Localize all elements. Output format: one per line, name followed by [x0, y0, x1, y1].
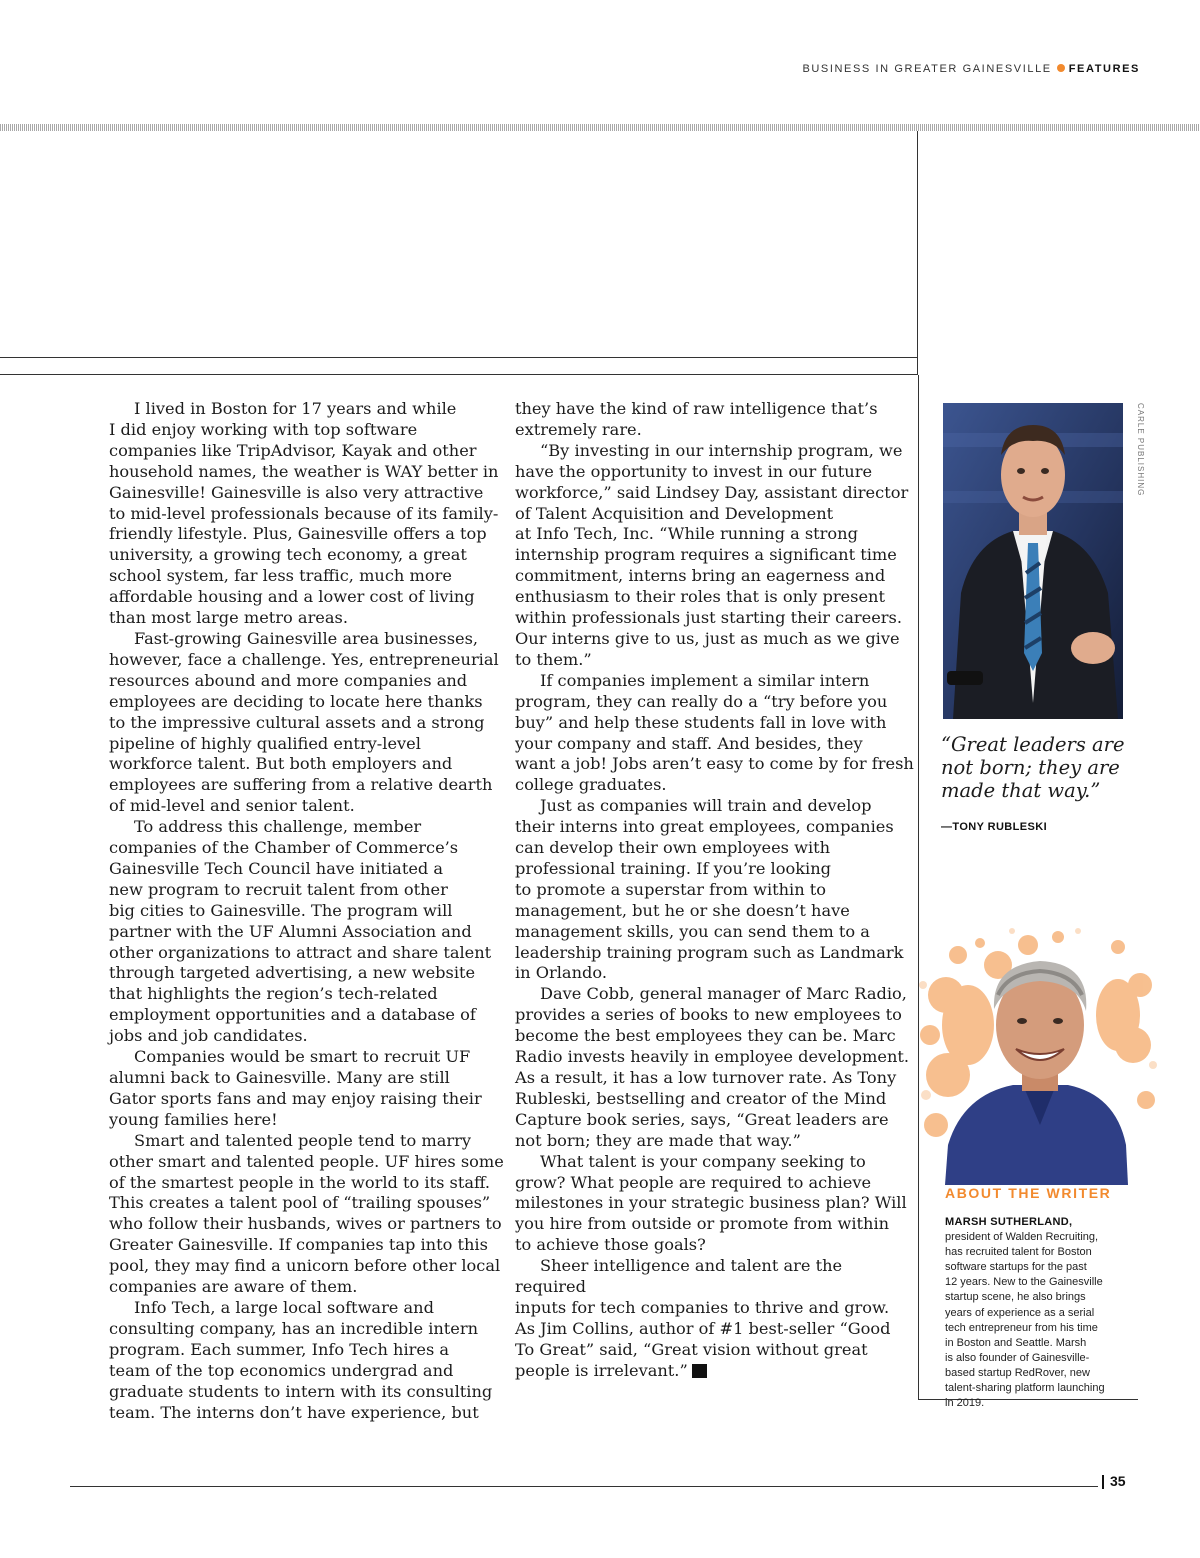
text-line: not born; they are made that way.”	[515, 1130, 801, 1150]
text-line: enthusiasm to their roles that is only present	[515, 587, 885, 607]
bio-line: based startup RedRover, new	[945, 1366, 1090, 1379]
text-line: management skills, you can send them to a	[515, 921, 870, 941]
divider-horizontal	[0, 357, 918, 358]
text-line: Sheer intelligence and talent are the required	[515, 1256, 843, 1297]
pull-quote	[941, 733, 1141, 802]
text-line: Capture book series, says, “Great leaders are	[515, 1109, 889, 1129]
text-line: other smart and talented people. UF hires some	[109, 1151, 504, 1171]
text-line: leadership training program such as Landmark	[515, 942, 904, 962]
text-line: to achieve those goals?	[515, 1235, 706, 1255]
divider-vertical-top	[917, 131, 918, 375]
text-line: household names, the weather is WAY better in	[109, 461, 499, 481]
text-line: Gator sports fans and may enjoy raising their	[109, 1088, 482, 1108]
text-line: team. The interns don’t have experience, but	[109, 1402, 479, 1422]
text-line: Greater Gainesville. If companies tap into this	[109, 1235, 488, 1255]
text-line: at Info Tech, Inc. “While running a strong	[515, 524, 858, 544]
text-line: Radio invests heavily in employee development.	[515, 1047, 910, 1067]
publication-name: BUSINESS IN GREATER GAINESVILLE	[802, 63, 1052, 75]
text-line: than most large metro areas.	[109, 608, 348, 628]
text-line: new program to recruit talent from other	[109, 879, 448, 899]
pull-quote-line: “Great leaders are	[941, 733, 1125, 756]
orange-dot-icon	[1057, 64, 1065, 72]
bio-line: president of Walden Recruiting,	[945, 1231, 1099, 1244]
text-line: workforce talent. But both employers and	[109, 754, 453, 774]
sidebar-divider	[918, 375, 919, 1400]
text-line: their interns into great employees, companies	[515, 817, 894, 837]
text-line: other organizations to attract and share talent	[109, 942, 492, 962]
text-line: This creates a talent pool of “trailing spouses”	[109, 1193, 491, 1213]
text-line: Smart and talented people tend to marry	[134, 1130, 471, 1150]
text-line: employees are suffering from a relative dearth	[109, 775, 493, 795]
text-line: to the impressive cultural assets and a strong	[109, 712, 485, 732]
bio-line: is also founder of Gainesville-	[945, 1351, 1090, 1364]
text-line: Gainesville Tech Council have initiated a	[109, 858, 444, 878]
text-line: have the opportunity to invest in our future	[515, 461, 873, 481]
text-line: people is irrelevant.”	[515, 1360, 688, 1380]
text-line: Fast-growing Gainesville area businesses,	[134, 628, 479, 648]
text-line: however, face a challenge. Yes, entrepreneurial	[109, 649, 499, 669]
divider-horizontal	[0, 374, 918, 375]
text-line: your company and staff. And besides, they	[515, 733, 863, 753]
bio-line: has recruited talent for Boston	[945, 1246, 1092, 1259]
text-line: workforce,” said Lindsey Day, assistant director	[515, 482, 909, 502]
text-line: of mid-level and senior talent.	[109, 796, 355, 816]
end-mark-icon: B	[692, 1364, 707, 1378]
text-line: want a job! Jobs aren’t easy to come by for fresh	[515, 754, 914, 774]
article-paragraph	[109, 629, 509, 817]
text-line: they have the kind of raw intelligence that’s	[515, 399, 878, 418]
text-line: pool, they may find a unicorn before other local	[109, 1256, 501, 1276]
text-line: resources abound and more companies and	[109, 670, 468, 690]
text-line: Rubleski, bestselling and creator of the Mind	[515, 1088, 887, 1108]
article-paragraph	[515, 984, 915, 1151]
text-line: To address this challenge, member	[134, 817, 422, 837]
article-paragraph	[515, 441, 915, 671]
writer-portrait	[918, 925, 1158, 1185]
text-line: young families here!	[109, 1109, 278, 1129]
text-line: milestones in your strategic business plan? Will	[515, 1193, 907, 1213]
text-line: friendly lifestyle. Plus, Gainesville offers a top	[109, 524, 487, 544]
page-number: 35	[1110, 1473, 1126, 1489]
text-line: Just as companies will train and develop	[540, 796, 872, 816]
text-line: affordable housing and a lower cost of living	[109, 587, 475, 607]
text-line: college graduates.	[515, 775, 667, 795]
text-line: of the smartest people in the world to its staff.	[109, 1172, 491, 1192]
text-line: buy” and help these students fall in love with	[515, 712, 887, 732]
text-line: program. Each summer, Info Tech hires a	[109, 1339, 450, 1359]
text-line: “By investing in our internship program, we	[540, 440, 903, 460]
text-line: If companies implement a similar intern	[540, 670, 870, 690]
bio-line: tech entrepreneur from his time	[945, 1321, 1098, 1334]
text-line: provides a series of books to new employees to	[515, 1005, 902, 1025]
text-line: to promote a superstar from within to	[515, 879, 827, 899]
folio-bar	[1102, 1475, 1104, 1489]
article-paragraph	[109, 1298, 509, 1423]
text-line: extremely rare.	[515, 419, 642, 439]
text-line: Our interns give to us, just as much as we give	[515, 628, 900, 648]
text-line: to them.”	[515, 649, 592, 669]
text-line: grow? What people are required to achieve	[515, 1172, 872, 1192]
text-line: through targeted advertising, a new website	[109, 963, 476, 983]
article-paragraph	[109, 1131, 509, 1298]
text-line: who follow their husbands, wives or partners to	[109, 1214, 502, 1234]
bio-line: years of experience as a serial	[945, 1306, 1095, 1319]
text-line: become the best employees they can be. Marc	[515, 1026, 896, 1046]
about-writer-title: ABOUT THE WRITER	[945, 1185, 1112, 1201]
pull-quote-line: not born; they are	[941, 756, 1120, 779]
text-line: employment opportunities and a database of	[109, 1005, 476, 1025]
text-line: partner with the UF Alumni Association and	[109, 921, 472, 941]
text-line: can develop their own employees with	[515, 838, 831, 858]
text-line: university, a growing tech economy, a great	[109, 545, 467, 565]
article-column-right	[515, 399, 915, 1382]
bio-line: talent-sharing platform launching	[945, 1382, 1105, 1395]
text-line: As Jim Collins, author of #1 best-seller “Good	[515, 1318, 891, 1338]
text-line: employees are deciding to locate here thanks	[109, 691, 483, 711]
writer-bio	[945, 1215, 1135, 1411]
text-line: jobs and job candidates.	[109, 1026, 308, 1046]
speaker-photo	[943, 403, 1123, 719]
photo-credit: CARLE PUBLISHING	[1136, 403, 1145, 497]
text-line: internship program requires a significant time	[515, 545, 897, 565]
hatch-band	[0, 124, 1200, 131]
bio-line: 12 years. New to the Gainesville	[945, 1276, 1103, 1289]
article-paragraph	[109, 399, 509, 629]
text-line: I did enjoy working with top software	[109, 419, 418, 439]
text-line: inputs for tech companies to thrive and grow.	[515, 1297, 890, 1317]
text-line: I lived in Boston for 17 years and while	[134, 399, 457, 418]
text-line: program, they can really do a “try before you	[515, 691, 888, 711]
writer-name: MARSH SUTHERLAND,	[945, 1216, 1073, 1228]
text-line: Info Tech, a large local software and	[134, 1297, 434, 1317]
text-line: Companies would be smart to recruit UF	[134, 1047, 471, 1067]
text-line: to mid-level professionals because of its family-	[109, 503, 499, 523]
text-line: As a result, it has a low turnover rate. As Tony	[515, 1068, 897, 1087]
bio-line: startup scene, he also brings	[945, 1291, 1086, 1304]
text-line: you hire from outside or promote from within	[515, 1214, 890, 1234]
text-line: alumni back to Gainesville. Many are still	[109, 1068, 450, 1087]
text-line: big cities to Gainesville. The program will	[109, 900, 453, 920]
text-line: pipeline of highly qualified entry-level	[109, 733, 421, 753]
text-line: commitment, interns bring an eagerness and	[515, 566, 886, 586]
bio-line: in Boston and Seattle. Marsh	[945, 1336, 1087, 1349]
text-line: school system, far less traffic, much more	[109, 566, 452, 586]
bio-line: in 2019.	[945, 1397, 985, 1410]
text-line: companies like TripAdvisor, Kayak and other	[109, 440, 477, 460]
footer-rule	[70, 1486, 1098, 1487]
article-paragraph	[515, 671, 915, 796]
text-line: team of the top economics undergrad and	[109, 1360, 454, 1380]
article-paragraph	[515, 796, 915, 984]
text-line: that highlights the region’s tech-related	[109, 984, 438, 1004]
text-line: graduate students to intern with its consulting	[109, 1381, 493, 1401]
text-line: in Orlando.	[515, 963, 607, 983]
article-paragraph	[515, 1256, 915, 1381]
article-paragraph	[515, 399, 915, 441]
article-paragraph	[109, 1047, 509, 1131]
bio-line: software startups for the past	[945, 1261, 1087, 1274]
text-line: To Great” said, “Great vision without great	[515, 1339, 868, 1359]
text-line: professional training. If you’re looking	[515, 858, 832, 878]
text-line: Dave Cobb, general manager of Marc Radio,	[540, 984, 907, 1004]
text-line: Gainesville! Gainesville is also very attractive	[109, 482, 484, 502]
article-column-left	[109, 399, 509, 1423]
text-line: within professionals just starting their careers.	[515, 608, 902, 628]
text-line: of Talent Acquisition and Development	[515, 503, 834, 523]
pull-quote-line: made that way.”	[941, 779, 1101, 802]
text-line: companies are aware of them.	[109, 1277, 358, 1297]
article-paragraph	[109, 817, 509, 1047]
text-line: management, but he or she doesn’t have	[515, 900, 850, 920]
section-name: FEATURES	[1068, 63, 1140, 75]
text-line: consulting company, has an incredible intern	[109, 1318, 479, 1338]
quote-attribution: —TONY RUBLESKI	[941, 821, 1048, 833]
article-paragraph	[515, 1152, 915, 1257]
running-head	[802, 63, 1140, 75]
text-line: companies of the Chamber of Commerce’s	[109, 838, 459, 858]
text-line: What talent is your company seeking to	[540, 1151, 866, 1171]
